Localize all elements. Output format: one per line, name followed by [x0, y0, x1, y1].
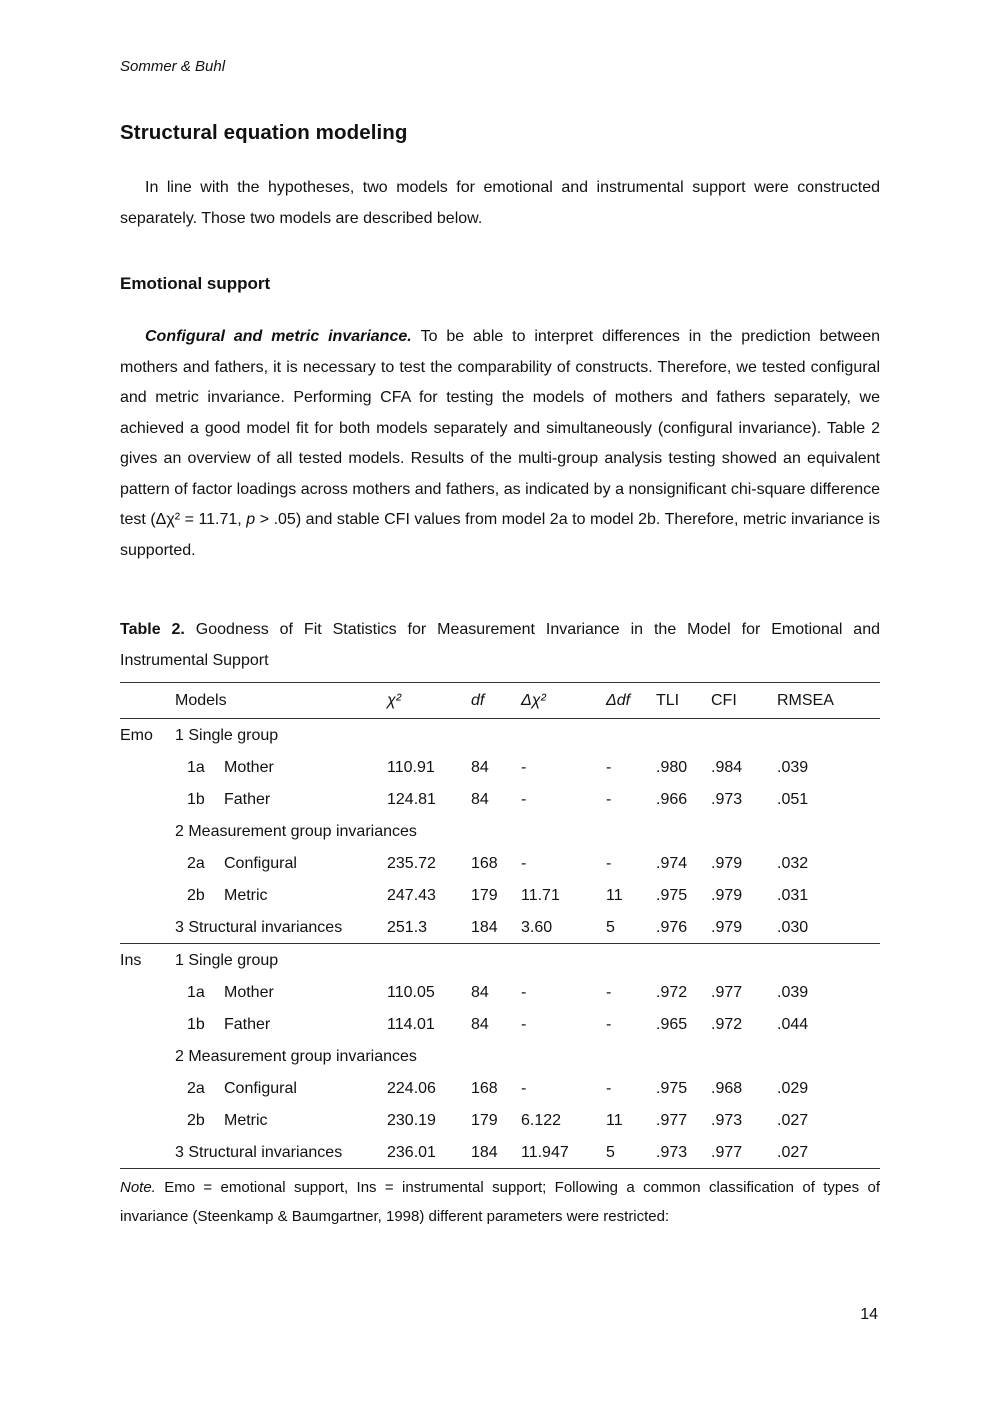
table-cell: - [606, 983, 612, 1001]
text-segment: To be able to interpret differences in the prediction between mothers and fathers, it is necessary to test the comparability of constructs. Therefore, we tested configural and metric invariance. Performing CFA for testing the models of mothers and fathers separately, we achieved a good model fit for both models separately and simultaneously (configural invariance). Table 2 gives an overview of all tested models. Results of the multi-group analysis testing showed an equivalent pattern of factor loadings across mothers and fathers, as indicated by a nonsignificant chi-square difference test (Δχ² = 11.71, [120, 328, 881, 528]
col-header: TLI [656, 683, 711, 719]
paragraph-invariance [120, 322, 880, 566]
table-cell: - [606, 790, 612, 808]
text-segment: p [246, 511, 256, 528]
paragraph-intro: In line with the hypotheses, two models for emotional and instrumental support were constructed separately. Those two models are described below. [120, 179, 880, 227]
col-header: Δχ² [521, 683, 606, 719]
table-cell: 179 [471, 1111, 498, 1129]
table-cell: .039 [777, 758, 809, 776]
table-cell: 6.122 [521, 1111, 562, 1129]
table-cell: 110.05 [387, 983, 435, 1001]
table-cell [120, 783, 175, 815]
model-label-cell: 3 Structural invariances [175, 918, 343, 936]
table-row [120, 944, 880, 977]
table-cell: .027 [777, 1143, 809, 1161]
table-cell: 114.01 [387, 1015, 435, 1033]
table-row [120, 719, 880, 752]
table-row [120, 879, 880, 911]
table-cell: .966 [656, 790, 688, 808]
table-cell: .979 [711, 854, 743, 872]
model-label-cell: 1 Single group [175, 944, 880, 977]
table-cell: .972 [656, 983, 688, 1001]
text-segment: Note. [120, 1179, 156, 1196]
table-cell: - [521, 1079, 527, 1097]
table-cell: 168 [471, 1079, 498, 1097]
table-cell: .975 [656, 886, 688, 904]
table-cell: 84 [471, 983, 489, 1001]
model-label-cell: 1b Father [175, 783, 387, 815]
table-cell: .977 [656, 1111, 688, 1129]
table-cell: 224.06 [387, 1079, 436, 1097]
table-row [120, 1136, 880, 1169]
model-label-cell: 2b Metric [175, 1104, 387, 1136]
section-heading-emotional-support: Emotional support [120, 274, 271, 293]
model-label-cell: 1a Mother [175, 976, 387, 1008]
table-cell: 124.81 [387, 790, 436, 808]
model-number: 1a [187, 758, 205, 776]
table-cell: - [521, 758, 527, 776]
table-cell: 11.71 [521, 886, 560, 904]
table-cell: 11.947 [521, 1143, 569, 1161]
table-cell [120, 879, 175, 911]
table-cell: 3.60 [521, 918, 553, 936]
text-segment: Emo = emotional support, Ins = instrumental support; Following a common classification of types of invariance (Steenkamp & Baumgartner, 1998) different parameters were restricted: [120, 1179, 880, 1225]
table-cell: .975 [656, 1079, 688, 1097]
table-cell: .039 [777, 983, 809, 1001]
model-number: 1a [187, 983, 205, 1001]
col-header: RMSEA [777, 683, 880, 719]
table-cell: 84 [471, 1015, 489, 1033]
model-label-cell: 2 Measurement group invariances [175, 822, 417, 840]
col-header: χ² [387, 683, 471, 719]
table-cell [120, 911, 175, 944]
table-cell: .027 [777, 1111, 809, 1129]
text-segment: Configural and metric invariance. [145, 328, 421, 345]
table-cell: .979 [711, 918, 743, 936]
col-header: Δdf [606, 683, 656, 719]
table-cell: .977 [711, 1143, 743, 1161]
model-number: 2b [187, 886, 205, 904]
col-header: CFI [711, 683, 777, 719]
fit-statistics-table [120, 682, 880, 1169]
table-cell: .972 [711, 1015, 743, 1033]
model-label-cell: 2 Measurement group invariances [175, 1047, 417, 1065]
table-cell: .968 [711, 1079, 743, 1097]
table-header-row [120, 683, 880, 719]
col-header: df [471, 683, 521, 719]
table-note [120, 1173, 880, 1231]
table-cell: 5 [606, 918, 615, 936]
table-cell [120, 1008, 175, 1040]
table-cell: - [606, 1079, 612, 1097]
table-row [120, 783, 880, 815]
running-head: Sommer & Buhl [120, 58, 226, 75]
table-cell: Ins [120, 944, 175, 977]
table-cell: .974 [656, 854, 688, 872]
table-row [120, 911, 880, 944]
table-cell [120, 1072, 175, 1104]
table-cell: 236.01 [387, 1143, 436, 1161]
table-cell: 168 [471, 854, 498, 872]
table-cell: 11 [606, 1111, 623, 1129]
table-cell: .984 [711, 758, 743, 776]
table-cell: 235.72 [387, 854, 436, 872]
table-cell: .032 [777, 854, 809, 872]
model-number: 2b [187, 1111, 205, 1129]
table-row [120, 1104, 880, 1136]
table-cell: - [521, 854, 527, 872]
table-cell: .031 [777, 886, 809, 904]
table-cell [120, 1104, 175, 1136]
page-title: Structural equation modeling [120, 121, 408, 144]
table-row [120, 1040, 880, 1072]
table-cell: .965 [656, 1015, 688, 1033]
model-label-cell: 1 Single group [175, 726, 279, 744]
table-cell: Emo [120, 726, 153, 744]
table-cell: 230.19 [387, 1111, 436, 1129]
table-cell: .979 [711, 886, 743, 904]
table-cell: .029 [777, 1079, 809, 1097]
table-cell: 84 [471, 758, 489, 776]
table-cell: - [606, 758, 612, 776]
table-row [120, 1008, 880, 1040]
table-cell [120, 847, 175, 879]
table-cell: .976 [656, 918, 688, 936]
table-cell: - [521, 1015, 527, 1033]
table-cell: - [606, 854, 612, 872]
table-cell: .051 [777, 790, 809, 808]
text-segment: > .05) and stable CFI values from model 2a to model 2b. Therefore, metric invariance is supported. [120, 511, 881, 559]
table-row [120, 751, 880, 783]
table-row [120, 1072, 880, 1104]
table-cell: - [606, 1015, 612, 1033]
table-cell [120, 1136, 175, 1169]
table-cell: - [521, 790, 527, 808]
table-row [120, 976, 880, 1008]
table-caption [120, 614, 880, 676]
table-cell: .030 [777, 918, 809, 936]
table-cell: 247.43 [387, 886, 436, 904]
model-label-cell: 2a Configural [175, 1072, 387, 1104]
model-label-cell: 2b Metric [175, 879, 387, 911]
table-cell: .980 [656, 758, 688, 776]
table-cell: 110.91 [387, 758, 435, 776]
model-number: 1b [187, 790, 205, 808]
text-segment: Goodness of Fit Statistics for Measurement Invariance in the Model for Emotional and Instrumental Support [120, 621, 881, 669]
model-number: 2a [187, 1079, 205, 1097]
table-cell: .973 [711, 790, 743, 808]
table-cell: .977 [711, 983, 743, 1001]
table-cell: .973 [711, 1111, 743, 1129]
table-cell [120, 976, 175, 1008]
col-header: Models [175, 683, 387, 719]
table-row [120, 847, 880, 879]
page-number: 14 [860, 1306, 878, 1323]
text-segment: Table 2. [120, 621, 196, 638]
table-cell [120, 815, 175, 847]
model-label-cell: 2a Configural [175, 847, 387, 879]
table-cell: 179 [471, 886, 498, 904]
table-cell: 184 [471, 918, 498, 936]
model-label-cell: 1a Mother [175, 751, 387, 783]
table-cell: - [521, 983, 527, 1001]
table-body [120, 719, 880, 1169]
table-cell: 84 [471, 790, 489, 808]
table-cell [120, 751, 175, 783]
table-row [120, 815, 880, 847]
table-cell: 184 [471, 1143, 498, 1161]
col-header-empty [120, 683, 175, 719]
table-cell: .973 [656, 1143, 688, 1161]
model-number: 1b [187, 1015, 205, 1033]
model-label-cell: 1b Father [175, 1008, 387, 1040]
model-number: 2a [187, 854, 205, 872]
table-cell: .044 [777, 1015, 809, 1033]
table-cell [120, 1040, 175, 1072]
model-label-cell: 3 Structural invariances [175, 1143, 343, 1161]
table-cell: 5 [606, 1143, 615, 1161]
table-cell: 251.3 [387, 918, 428, 936]
table-cell: 11 [606, 886, 623, 904]
